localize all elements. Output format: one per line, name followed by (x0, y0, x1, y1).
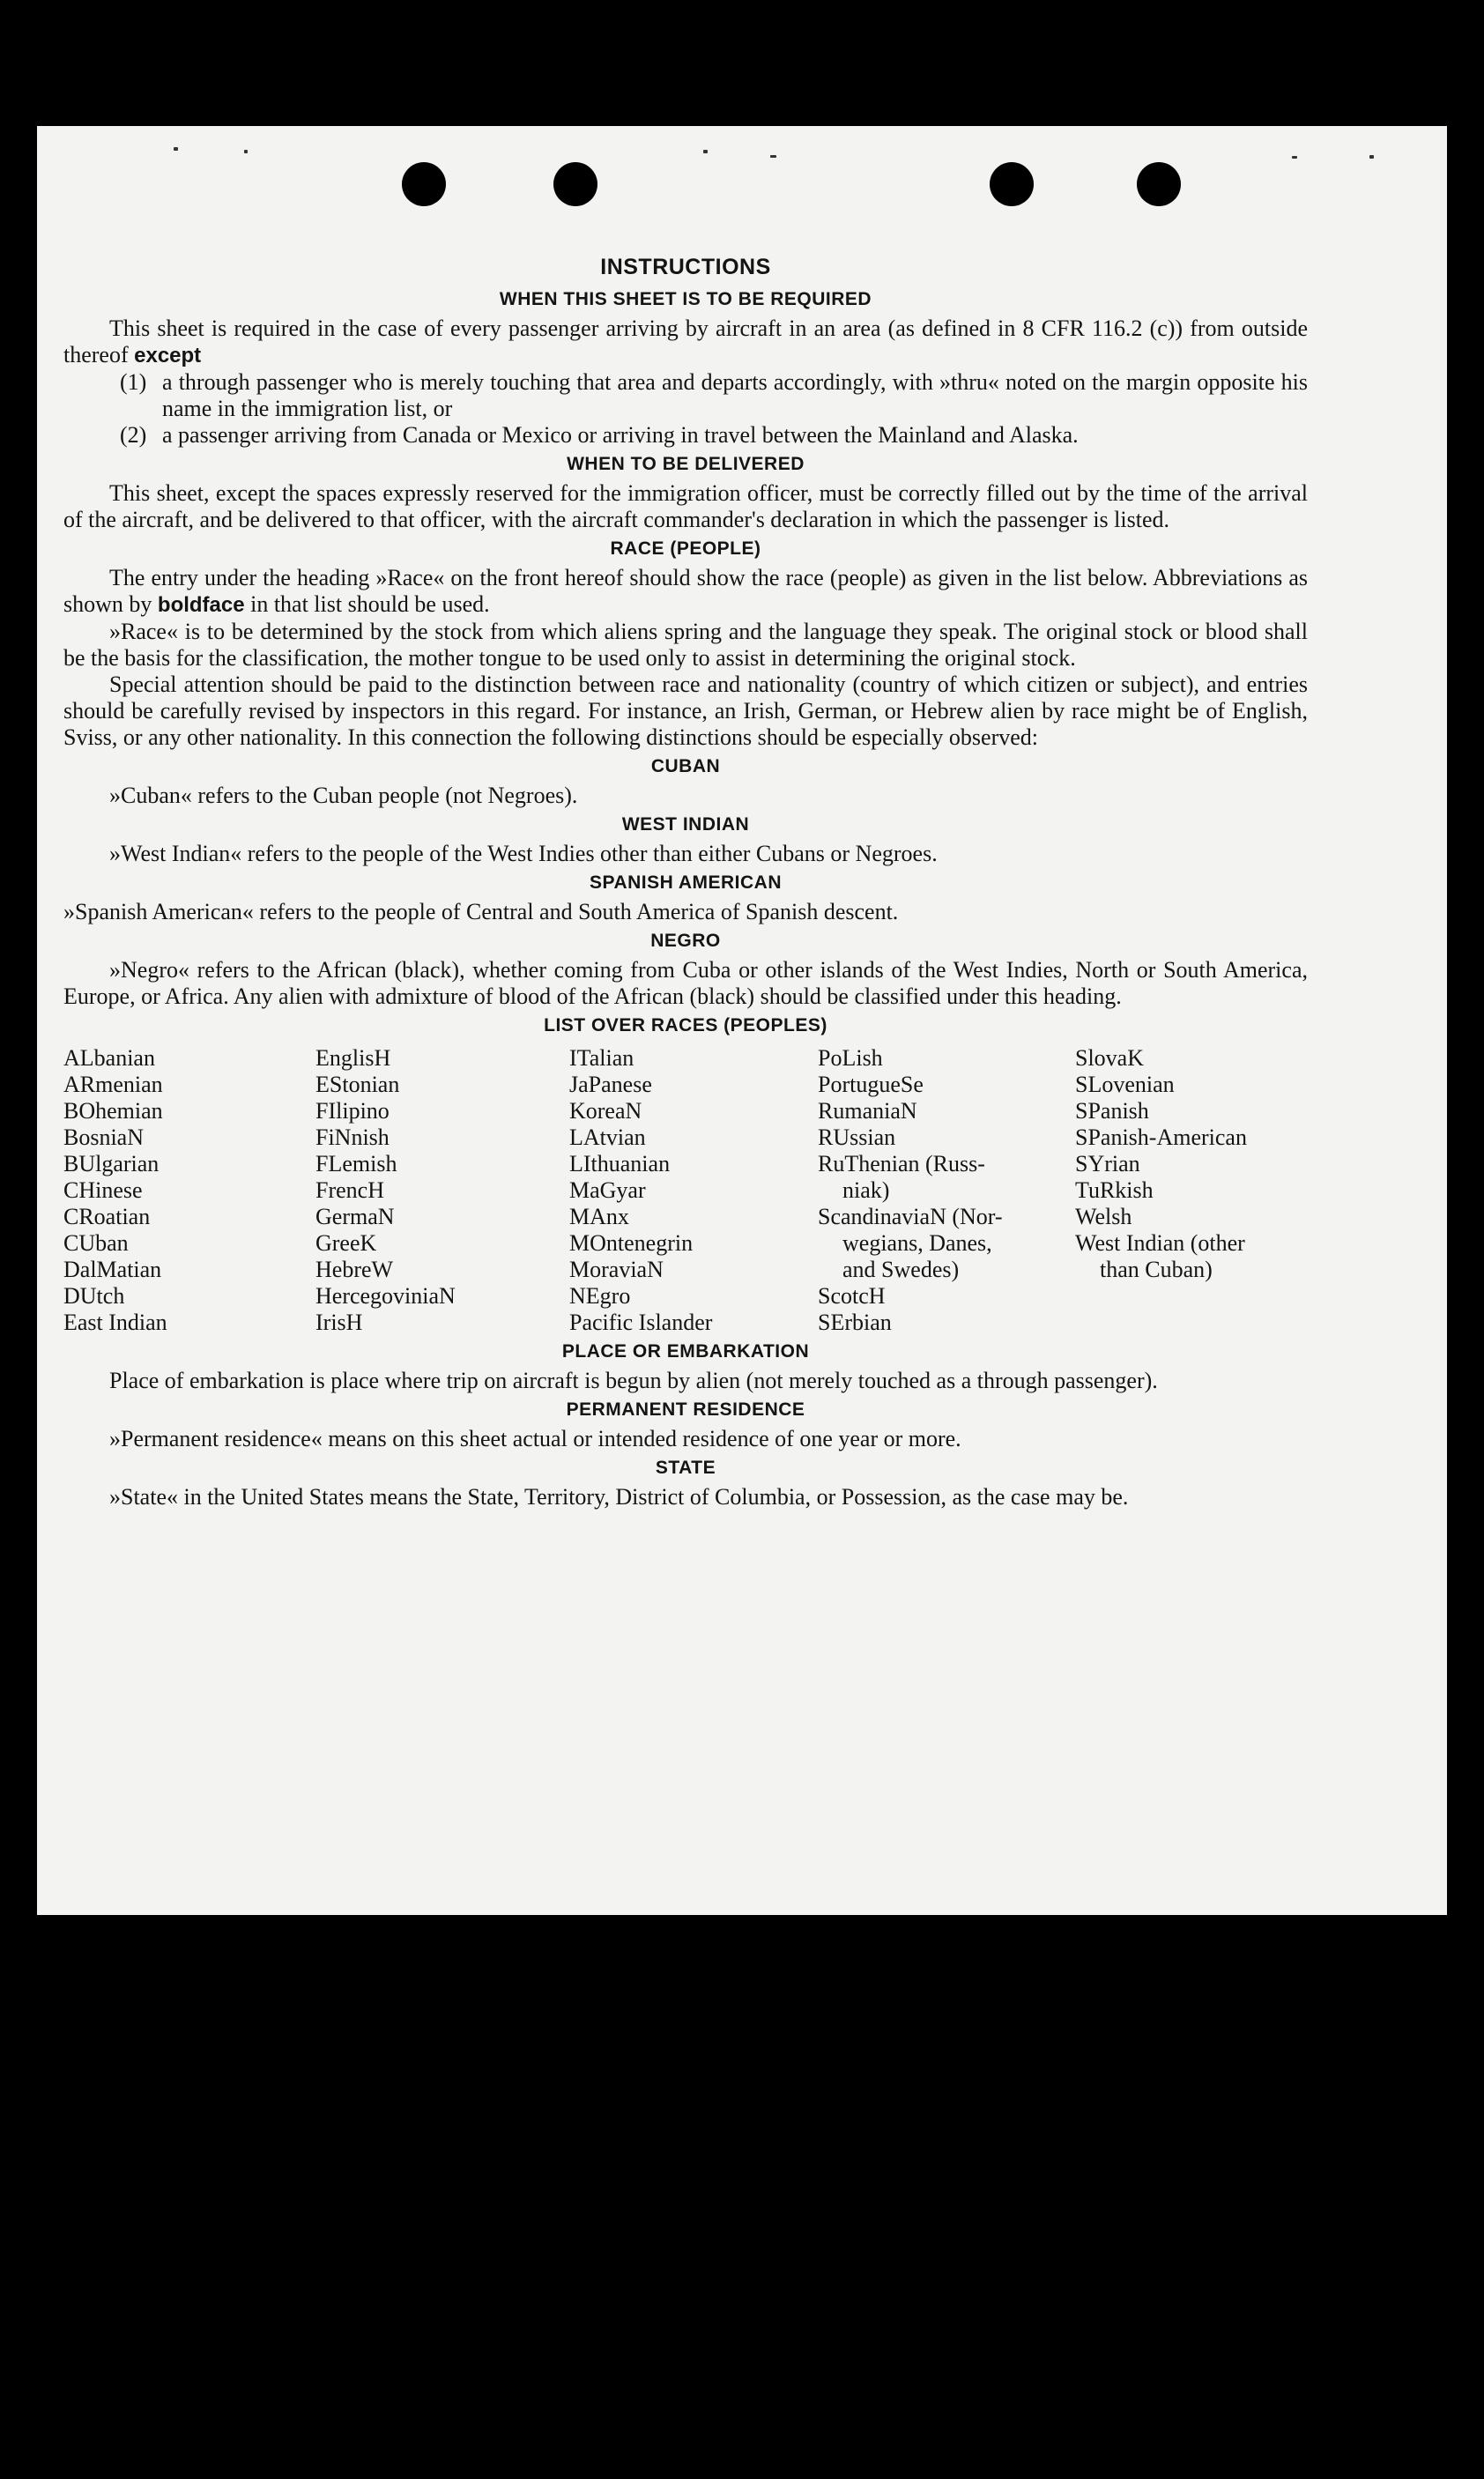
punch-hole (553, 162, 597, 206)
speck (174, 147, 178, 151)
paragraph: This sheet, except the spaces expressly reserved for the immigration officer, must be correctly filled out by the time of the arrival of the aircraft, and be delivered to that officer, with the aircraft commander's declaration in which the passenger is listed. (63, 480, 1308, 532)
punch-hole (402, 162, 446, 206)
race-entry: JaPanese (569, 1072, 652, 1097)
race-entry-continuation: wegians, Danes, (842, 1230, 992, 1256)
race-entry: MaGyar (569, 1177, 646, 1203)
race-entry: PortugueSe (818, 1072, 924, 1097)
race-entry: IrisH (315, 1310, 363, 1335)
race-entry: SLovenian (1075, 1072, 1175, 1097)
race-entry: CUban (63, 1230, 129, 1256)
paragraph: This sheet is required in the case of every passenger arriving by aircraft in an area (as defined in 8 CFR 116.2 (c)) from outside thereof except (63, 315, 1308, 367)
race-entry-continuation: niak) (842, 1177, 890, 1203)
races-column (63, 1045, 315, 1336)
instructions-content (63, 255, 1308, 1510)
punch-hole (990, 162, 1034, 206)
race-entry: SPanish-American (1075, 1124, 1247, 1150)
punch-hole (1137, 162, 1181, 206)
speck (1369, 155, 1374, 159)
race-entry: GermaN (315, 1204, 395, 1229)
section-heading: WHEN TO BE DELIVERED (567, 454, 805, 474)
paragraph: Place of embarkation is place where trip on aircraft is begun by alien (not merely touched as a through passenger). (109, 1368, 1158, 1393)
section-heading: PLACE OR EMBARKATION (561, 1341, 810, 1362)
speck (1292, 156, 1297, 159)
section-heading: PERMANENT RESIDENCE (566, 1399, 805, 1420)
race-entry: FiNnish (315, 1124, 390, 1150)
list-item: (2) a passenger arriving from Canada or Mexico or arriving in travel between the Mainland and Alaska. (120, 422, 1079, 448)
race-entry: PoLish (818, 1045, 883, 1071)
race-entry: GreeK (315, 1230, 377, 1256)
paragraph: The entry under the heading »Race« on the front hereof should show the race (people) as given in the list below. Abbreviations as shown by boldface in that list should be used. (63, 565, 1308, 617)
race-entry: KoreaN (569, 1098, 642, 1124)
section-heading: STATE (655, 1458, 716, 1478)
races-column (569, 1045, 818, 1336)
section-heading: RACE (PEOPLE) (610, 538, 761, 559)
paragraph: »Cuban« refers to the Cuban people (not Negroes). (109, 783, 578, 808)
race-entry: West Indian (other (1075, 1230, 1245, 1256)
race-entry: SPanish (1075, 1098, 1149, 1124)
race-entry: EStonian (315, 1072, 400, 1097)
paragraph: Special attention should be paid to the distinction between race and nationality (country of which citizen or subject), and entries should be carefully revised by inspectors in this regard. For instance, an Irish, German, or Hebrew alien by race might be of English, Sviss, or any other nationality. In this connection the following distinctions should be especially observed: (63, 672, 1308, 750)
race-entry: CRoatian (63, 1204, 151, 1229)
section-heading: LIST OVER RACES (PEOPLES) (544, 1015, 827, 1035)
race-entry: SlovaK (1075, 1045, 1144, 1071)
race-entry: BOhemian (63, 1098, 163, 1124)
race-entry: RuThenian (Russ- (818, 1151, 985, 1176)
race-entry: ARmenian (63, 1072, 163, 1097)
race-entry: SYrian (1075, 1151, 1140, 1176)
bold-text: except (134, 344, 202, 367)
race-entry: CHinese (63, 1177, 143, 1203)
page-title: INSTRUCTIONS (600, 255, 771, 279)
speck (703, 150, 708, 153)
race-entry-continuation: and Swedes) (842, 1257, 960, 1282)
race-entry: MAnx (569, 1204, 629, 1229)
section-heading: SPANISH AMERICAN (589, 872, 782, 893)
race-entry: BosniaN (63, 1124, 144, 1150)
speck (770, 155, 776, 158)
races-column (1075, 1045, 1308, 1336)
paragraph: »Negro« refers to the African (black), whether coming from Cuba or other islands of the West Indies, North or South America, Europe, or Africa. Any alien with admixture of blood of the African (black) should be classified under this heading. (63, 957, 1308, 1009)
races-table (63, 1045, 1308, 1336)
race-entry: DUtch (63, 1283, 125, 1309)
paragraph: »Race« is to be determined by the stock from which aliens spring and the language they speak. The original stock or blood shall be the basis for the classification, the mother tongue to be used only to assist in determining the original stock. (63, 619, 1308, 671)
race-entry: HebreW (315, 1257, 394, 1282)
race-entry: ALbanian (63, 1045, 155, 1071)
list-item: (1) a through passenger who is merely touching that area and departs accordingly, with »thru« noted on the margin opposite his name in the immigration list, or (120, 369, 1308, 421)
race-entry: DalMatian (63, 1257, 162, 1282)
race-entry: EnglisH (315, 1045, 391, 1071)
race-entry: MOntenegrin (569, 1230, 694, 1256)
race-entry: RumaniaN (818, 1098, 917, 1124)
paragraph: »Permanent residence« means on this sheet actual or intended residence of one year or more. (109, 1426, 961, 1451)
paragraph: »West Indian« refers to the people of the West Indies other than either Cubans or Negroes. (109, 841, 938, 866)
race-entry: LAtvian (569, 1124, 646, 1150)
race-entry: ITalian (569, 1045, 634, 1071)
race-entry-continuation: than Cuban) (1100, 1257, 1213, 1282)
bold-text: boldface (157, 593, 245, 617)
section-heading: NEGRO (650, 931, 721, 951)
race-entry: RUssian (818, 1124, 896, 1150)
paragraph: »Spanish American« refers to the people of Central and South America of Spanish descent. (63, 899, 899, 924)
section-heading: WEST INDIAN (621, 814, 750, 835)
race-entry: ScandinaviaN (Nor- (818, 1204, 1003, 1229)
document-sheet (37, 126, 1447, 1915)
race-entry: HercegoviniaN (315, 1283, 456, 1309)
race-entry: East Indian (63, 1310, 167, 1335)
section-heading: CUBAN (650, 756, 721, 776)
race-entry: FrencH (315, 1177, 384, 1203)
race-entry: TuRkish (1075, 1177, 1154, 1203)
race-entry: NEgro (569, 1283, 631, 1309)
races-column (818, 1045, 1075, 1336)
race-entry: ScotcH (818, 1283, 886, 1309)
race-entry: FIlipino (315, 1098, 390, 1124)
exception-list (120, 369, 1308, 449)
paragraph: »State« in the United States means the State, Territory, District of Columbia, or Possession, as the case may be. (109, 1484, 1129, 1510)
race-entry: FLemish (315, 1151, 397, 1176)
section-heading: WHEN THIS SHEET IS TO BE REQUIRED (499, 289, 872, 309)
race-entry: MoraviaN (569, 1257, 664, 1282)
speck (244, 150, 248, 153)
race-entry: SErbian (818, 1310, 892, 1335)
race-entry: LIthuanian (569, 1151, 671, 1176)
races-column (315, 1045, 569, 1336)
race-entry: Pacific Islander (569, 1310, 713, 1335)
race-entry: BUlgarian (63, 1151, 160, 1176)
race-entry: Welsh (1075, 1204, 1132, 1229)
